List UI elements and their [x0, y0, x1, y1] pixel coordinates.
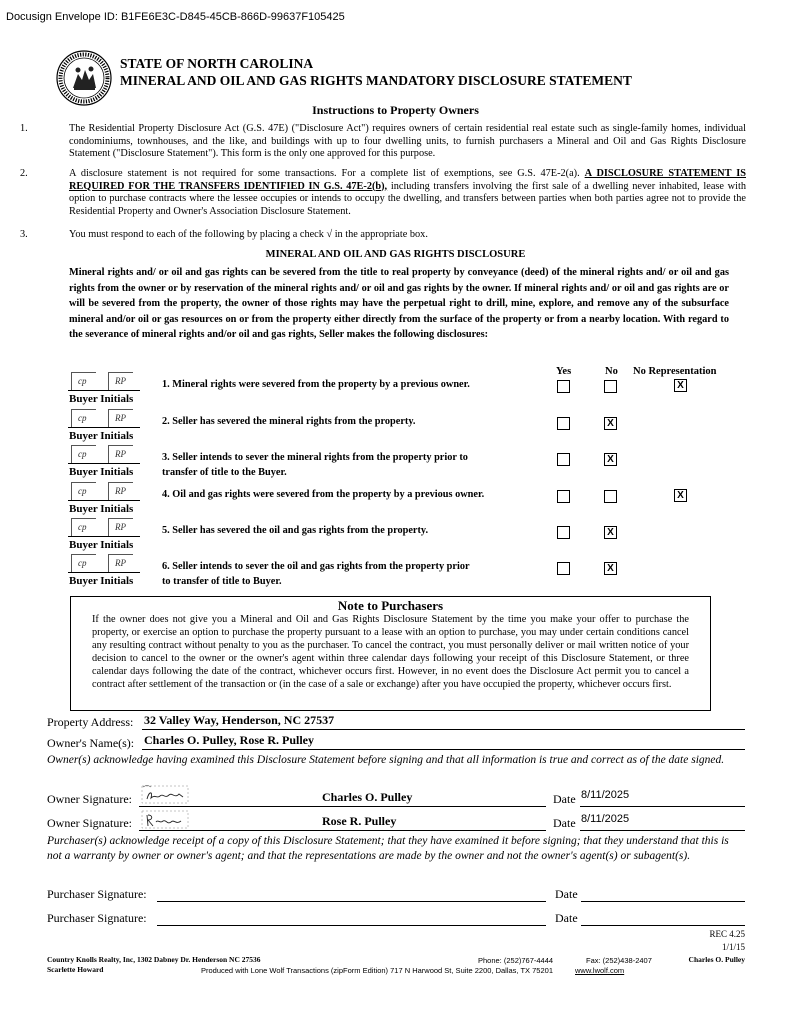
property-address-value[interactable]: 32 Valley Way, Henderson, NC 27537 — [144, 713, 335, 727]
owner-1-date-line — [580, 806, 745, 807]
purchaser-2-date-label: Date — [555, 911, 578, 925]
question-6 — [162, 560, 470, 589]
instruction-item-1 — [20, 123, 746, 163]
initial-box — [71, 518, 96, 537]
envelope-id: Docusign Envelope ID: B1FE6E3C-D845-45CB-866D-99637F105425 — [6, 11, 345, 23]
note-to-purchasers — [70, 596, 711, 711]
initial-b: RP — [115, 558, 126, 568]
initial-a: cp — [78, 413, 87, 423]
owner-2-date-label: Date — [553, 816, 576, 830]
buyer-initials-field[interactable] — [68, 409, 140, 428]
initial-b: RP — [115, 522, 126, 532]
initials-line — [68, 463, 140, 464]
question-text: 4. Oil and gas rights were severed from the property by a previous owner. — [162, 489, 485, 500]
initial-box — [71, 482, 96, 501]
buyer-initials-field[interactable] — [68, 518, 140, 537]
initials-line — [68, 500, 140, 501]
question-text-cont: transfer of title to the Buyer. — [162, 466, 287, 478]
checkbox-yes[interactable] — [557, 562, 570, 575]
question-text: 2. Seller has severed the mineral rights from the property. — [162, 416, 416, 427]
initials-line — [68, 572, 140, 573]
question-text: 6. Seller intends to sever the oil and gas rights from the property prior — [162, 561, 470, 572]
purchaser-2-date-line[interactable] — [581, 925, 745, 926]
initial-box — [71, 554, 96, 573]
note-text: If the owner does not give you a Mineral and Oil and Gas Rights Disclosure Statement by the time you make your offer to purchase the property, or exercise an option to purchase the property pursuant to a lease with an option to purchase, you may under certain conditions cancel any resulting contract without penalty to you as the purchaser. To cancel the contract, you must personally deliver or mail written notice of your decision to cancel to the owner or the owner's agent within three calendar days following your receipt of this Disclosure Statement, or three calendar days following the date of the contract, whichever occurs first. However, in no event does the Disclosure Act permit you to cancel a contract after settlement of the transaction or (in the case of a sale or exchange) after you have occupied the property, whichever occurs first. — [92, 614, 689, 690]
item2-text-a: A disclosure statement is not required for some transactions. For a complete list of exemptions, see G.S. 47E-2(a). — [69, 168, 580, 179]
owner-1-signature-line[interactable] — [139, 806, 546, 807]
buyer-initials-label: Buyer Initials — [69, 393, 134, 405]
col-yes: Yes — [556, 366, 572, 377]
footer-fax: Fax: (252)438-2407 — [586, 956, 652, 965]
buyer-initials-field[interactable] — [68, 482, 140, 501]
owner-acknowledgement: Owner(s) acknowledge having examined this Disclosure Statement before signing and that all information is true and correct as of the date signed. — [47, 754, 725, 766]
instruction-item-2 — [20, 168, 746, 224]
buyer-initials-label: Buyer Initials — [69, 466, 134, 478]
owner-signature-label: Owner Signature: — [47, 816, 132, 830]
item2-text-c: including transfers involving the first sale of a dwelling never inhabited, lease with option to purchase contracts where the lessee occupies or intends to occupy the dwelling, and transfers between parties when both parties agree not to provide the Residential Property and Owner's Association Disclosure Statement. — [69, 180, 746, 217]
owner-2-date-value[interactable]: 8/11/2025 — [581, 813, 630, 825]
item-number: 1. — [20, 123, 28, 134]
owner-2-signature-line[interactable] — [139, 830, 546, 831]
checkbox-no[interactable]: X — [604, 417, 617, 430]
owners-name-value[interactable]: Charles O. Pulley, Rose R. Pulley — [144, 733, 314, 747]
col-no: No — [605, 366, 618, 377]
initial-box — [71, 372, 96, 391]
disclosure-heading: MINERAL AND OIL AND GAS RIGHTS DISCLOSURE — [265, 249, 526, 260]
initial-b: RP — [115, 449, 126, 459]
question-2 — [162, 415, 415, 430]
col-no-representation: No Representation — [633, 366, 717, 377]
owner-2-name: Rose R. Pulley — [322, 814, 397, 828]
buyer-initials-label: Buyer Initials — [69, 430, 134, 442]
question-4 — [162, 488, 484, 503]
checkbox-yes[interactable] — [557, 417, 570, 430]
item-text — [69, 168, 746, 218]
owner-signature-label: Owner Signature: — [47, 792, 132, 806]
owner-signature-2-image — [141, 810, 189, 830]
instructions-heading: Instructions to Property Owners — [312, 103, 479, 117]
purchaser-signature-label: Purchaser Signature: — [47, 911, 147, 925]
item-number: 2. — [20, 168, 28, 179]
buyer-initials-field[interactable] — [68, 372, 140, 391]
initial-b: RP — [115, 413, 126, 423]
initial-a: cp — [78, 558, 87, 568]
purchaser-acknowledgement: Purchaser(s) acknowledge receipt of a copy of this Disclosure Statement; that they have examined it before signing; that they understand that this is not a warranty by owner or owner's agent; and that the representations are made by the owner and not the owner's agent(s) or subagent(s). — [47, 835, 729, 862]
question-text-cont: to transfer of title to Buyer. — [162, 575, 282, 587]
owner-1-date-value[interactable]: 8/11/2025 — [581, 789, 630, 801]
footer-url-link[interactable]: www.lwolf.com — [575, 966, 625, 975]
checkbox-yes[interactable] — [557, 453, 570, 466]
initial-box — [108, 445, 133, 464]
initial-box — [108, 554, 133, 573]
buyer-initials-label: Buyer Initials — [69, 575, 134, 587]
page-title-statement: MINERAL AND OIL AND GAS RIGHTS MANDATORY DISCLOSURE STATEMENT — [120, 73, 632, 88]
initial-box — [108, 482, 133, 501]
question-text: 3. Seller intends to sever the mineral rights from the property prior to — [162, 452, 468, 463]
buyer-initials-label: Buyer Initials — [69, 503, 134, 515]
state-seal-icon — [56, 50, 112, 106]
checkbox-yes[interactable] — [557, 380, 570, 393]
initial-b: RP — [115, 376, 126, 386]
initials-line — [68, 390, 140, 391]
initial-box — [108, 372, 133, 391]
initial-a: cp — [78, 486, 87, 496]
owner-1-name: Charles O. Pulley — [322, 790, 413, 804]
checkbox-no[interactable] — [604, 490, 617, 503]
question-1 — [162, 378, 470, 393]
form-code: REC 4.25 — [709, 929, 745, 939]
item-text: You must respond to each of the following by placing a check √ in the appropriate box. — [69, 229, 428, 240]
checkbox-no[interactable] — [604, 380, 617, 393]
purchaser-2-signature-line[interactable] — [157, 925, 546, 926]
initials-line — [68, 427, 140, 428]
checkbox-no[interactable]: X — [604, 453, 617, 466]
checkbox-yes[interactable] — [557, 490, 570, 503]
disclosure-text: Mineral rights and/ or oil and gas rights can be severed from the title to real property by conveyance (deed) of the mineral rights and/ or oil and gas rights from the owner or by reservation of the mineral rights and/ or oil and gas rights by the owner. If mineral rights and/ or oil and gas rights are or will be severed from the property, the owner of those rights may have the perpetual right to drill, mine, explore, and remove any of the subsurface mineral and/or oil or gas resources on or from the property either directly from the surface of the property or from a nearby location. With regard to the severance of mineral rights and/or oil and gas rights, Seller makes the following disclosures: — [69, 267, 729, 341]
note-title: Note to Purchasers — [337, 598, 444, 613]
question-text: 5. Seller has severed the oil and gas rights from the property. — [162, 525, 429, 536]
checkbox-no-representation[interactable]: X — [674, 489, 687, 502]
owner-signature-1-image — [141, 785, 189, 805]
checkbox-no[interactable]: X — [604, 562, 617, 575]
footer-file-name: Charles O. Pulley — [688, 955, 745, 964]
item-number: 3. — [20, 229, 28, 240]
initial-a: cp — [78, 449, 87, 459]
initial-box — [71, 445, 96, 464]
initial-box — [108, 518, 133, 537]
question-3 — [162, 451, 468, 480]
purchaser-signature-label: Purchaser Signature: — [47, 887, 147, 901]
item2-text-b: A DISCLOSURE STATEMENT IS REQUIRED FOR THE TRANSFERS IDENTIFIED IN G.S. 47E-2(b), — [69, 168, 746, 192]
checkbox-yes[interactable] — [557, 526, 570, 539]
owners-name-label: Owner's Name(s): — [47, 736, 135, 750]
initial-a: cp — [78, 522, 87, 532]
initial-b: RP — [115, 486, 126, 496]
property-address-label: Property Address: — [47, 715, 134, 729]
question-text: 1. Mineral rights were severed from the property by a previous owner. — [162, 379, 470, 390]
question-5 — [162, 524, 428, 539]
item-text: The Residential Property Disclosure Act (G.S. 47E) ("Disclosure Act") requires owners of certain residential real estate such as single-family homes, individual condominiums, townhouses, and the like, and buildings with up to four dwelling units, to furnish purchasers a Mineral and Oil and Gas Rights Disclosure Statement ("Disclosure Statement"). This form is the only one approved for this purpose. — [69, 123, 746, 160]
purchaser-1-date-label: Date — [555, 887, 578, 901]
initial-box — [108, 409, 133, 428]
form-date: 1/1/15 — [721, 942, 745, 952]
instruction-item-3 — [20, 229, 746, 243]
page-title-state: STATE OF NORTH CAROLINA — [120, 56, 314, 71]
owner-2-date-line — [580, 830, 745, 831]
footer-agent: Scarlette Howard — [47, 965, 104, 974]
buyer-initials-field[interactable] — [68, 554, 140, 573]
footer-company: Country Knolls Realty, Inc, 1302 Dabney Dr. Henderson NC 27536 — [47, 955, 261, 964]
owner-1-date-label: Date — [553, 792, 576, 806]
checkbox-no-representation[interactable]: X — [674, 379, 687, 392]
initial-box — [71, 409, 96, 428]
owners-line — [142, 749, 745, 750]
initial-a: cp — [78, 376, 87, 386]
initials-line — [68, 536, 140, 537]
address-line — [142, 729, 745, 730]
buyer-initials-label: Buyer Initials — [69, 539, 134, 551]
purchaser-1-date-line[interactable] — [581, 901, 745, 902]
buyer-initials-field[interactable] — [68, 445, 140, 464]
purchaser-1-signature-line[interactable] — [157, 901, 546, 902]
footer-phone: Phone: (252)767-4444 — [478, 956, 554, 965]
footer-produced-by: Produced with Lone Wolf Transactions (zipForm Edition) 717 N Harwood St, Suite 2200, Dallas, TX 75201 — [201, 966, 553, 975]
checkbox-no[interactable]: X — [604, 526, 617, 539]
